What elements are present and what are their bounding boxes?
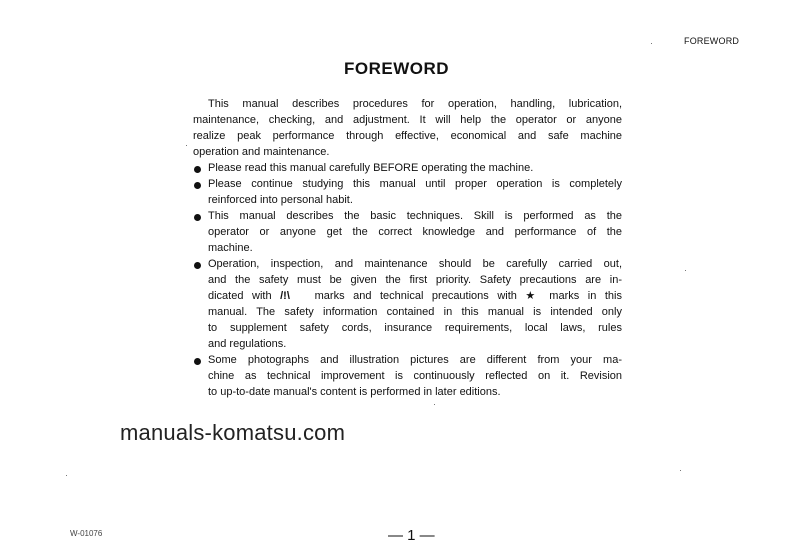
watermark: manuals-komatsu.com <box>120 420 346 445</box>
star-icon: ★ <box>525 290 541 302</box>
scan-speck <box>66 475 67 476</box>
bullet-line: reinforced into personal habit. <box>208 194 353 206</box>
scan-speck <box>680 470 681 471</box>
bullet-icon <box>194 214 201 221</box>
bullet-line: This manual describes the basic techniques. Skill is performed as the <box>208 210 622 222</box>
bullet-line: to supplement safety cords, insurance requirements, local laws, rules <box>208 322 622 334</box>
intro-line: realize peak performance through effective, economical and safe machine <box>193 130 622 142</box>
bullet-line: and regulations. <box>208 338 287 350</box>
scan-speck <box>651 43 652 44</box>
bullet-icon <box>194 182 201 189</box>
scan-speck <box>685 270 686 271</box>
bullet-line: and the safety must be given the first priority. Safety precautions are in- <box>208 274 622 286</box>
page-number: — 1 — <box>388 527 435 544</box>
bullet-line: Some photographs and illustration pictures are different from your ma- <box>208 354 622 366</box>
bullet-line: Please read this manual carefully BEFORE operating the machine. <box>208 162 534 174</box>
bullet-icon <box>194 358 201 365</box>
document-code: W-01076 <box>70 529 103 538</box>
bullet-icon <box>194 262 201 269</box>
bullet-line: to up-to-date manual's content is performed in later editions. <box>208 386 501 398</box>
bullet-line: operator or anyone get the correct knowledge and performance of the <box>208 226 622 238</box>
running-header: FOREWORD <box>684 36 740 46</box>
scan-speck <box>434 404 435 405</box>
warning-icon: /!\ <box>280 290 290 302</box>
bullet-line: Operation, inspection, and maintenance should be carefully carried out, <box>208 258 622 270</box>
scan-speck <box>186 145 187 146</box>
safety-line: dicated with /!\ marks and technical precautions with ★ marks in this <box>208 290 622 302</box>
intro-line: This manual describes procedures for operation, handling, lubrication, <box>208 98 622 110</box>
page-title: FOREWORD <box>343 59 450 78</box>
bullet-line: Please continue studying this manual until proper operation is completely <box>208 178 622 190</box>
bullet-line: manual. The safety information contained in this manual is intended only <box>208 306 622 318</box>
intro-line: operation and maintenance. <box>193 146 330 158</box>
bullet-icon <box>194 166 201 173</box>
bullet-line: chine as technical improvement is continuously reflected on it. Revision <box>208 370 622 382</box>
bullet-line: machine. <box>208 242 253 254</box>
intro-line: maintenance, checking, and adjustment. It will help the operator or anyone <box>193 114 622 126</box>
